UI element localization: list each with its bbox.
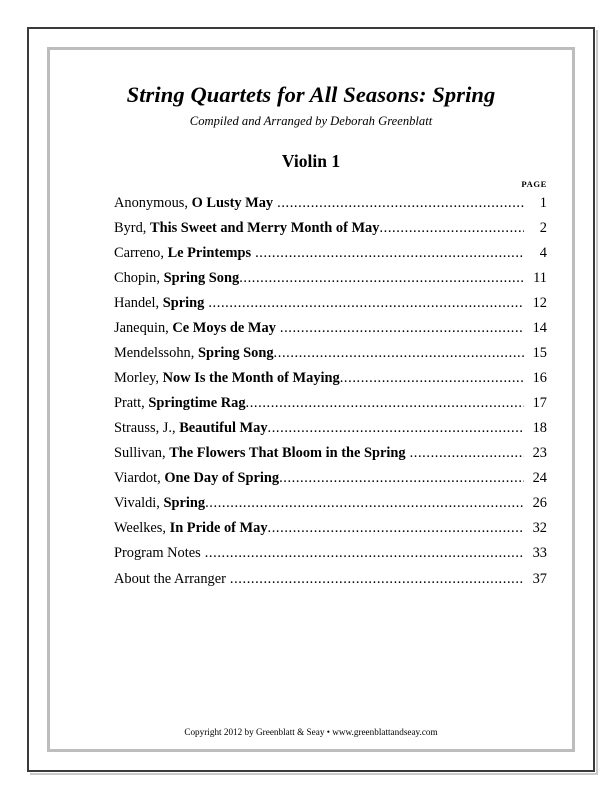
toc-entry-page-number: 1 [539,195,547,212]
toc-entry-label [114,246,251,262]
toc-leader-dots [255,248,524,262]
toc-entry-composer: Sullivan, [114,445,166,462]
toc-entry[interactable] [114,417,547,442]
toc-entry-work: In Pride of May [169,520,268,537]
toc-entry[interactable] [114,492,547,517]
toc-entry-label [114,546,201,562]
toc-entry[interactable] [114,317,547,342]
toc-entry-composer: Carreno, [114,245,164,262]
toc-entry-composer: Pratt, [114,395,145,412]
toc-leader-dots [274,348,524,362]
toc-entry-work: Ce Moys de May [172,320,276,337]
toc-entry[interactable] [114,567,547,592]
toc-entry[interactable] [114,342,547,367]
toc-entry-page-number: 14 [532,320,547,337]
toc-entry-label [114,221,379,237]
toc-entry-work: Beautiful May [179,420,268,437]
toc-entry-page-number: 33 [532,545,547,562]
toc-leader-dots [230,573,524,587]
toc-leader-dots [340,373,524,387]
toc-entry-work: Now Is the Month of Maying [162,370,340,387]
toc-entry-work: One Day of Spring [164,470,280,487]
toc-entry-composer: Anonymous, [114,195,188,212]
toc-entry-page-number: 15 [532,345,547,362]
toc-entry[interactable] [114,467,547,492]
toc-entry-label [114,471,279,487]
toc-entry-composer: Weelkes, [114,520,166,537]
toc-entry-page-number: 18 [532,420,547,437]
document-subtitle: Compiled and Arranged by Deborah Greenblatt [189,113,433,128]
toc-entry-composer: Handel, [114,295,160,312]
toc-entry-label [114,421,268,437]
toc-entry-composer: Mendelssohn, [114,345,195,362]
toc-entry-label [114,496,205,512]
toc-leader-dots [239,273,524,287]
toc-entry[interactable] [114,242,547,267]
toc-entry-work: Spring [162,295,205,312]
toc-leader-dots [279,473,524,487]
toc-entry-page-number: 11 [533,270,547,287]
page-content [47,47,575,752]
toc-entry-composer: Strauss, J., [114,420,176,437]
toc-entry-page-number: 16 [532,370,547,387]
toc-entry[interactable] [114,442,547,467]
toc-entry-label [114,321,276,337]
toc-leader-dots [268,423,524,437]
toc-entry-work: Spring Song [197,345,274,362]
toc-entry-label [114,196,273,212]
toc-leader-dots [410,448,524,462]
document-title: String Quartets for All Seasons: Spring [126,82,496,107]
toc-entry[interactable] [114,191,547,216]
toc-entry-label [114,572,226,588]
page-column-header: PAGE [521,178,547,189]
toc-entry-composer: About the Arranger [114,570,226,587]
toc-entry-work: Le Printemps [167,245,252,262]
toc-entry-page-number: 32 [532,520,547,537]
toc-entry-work: This Sweet and Merry Month of May [150,220,380,237]
toc-entry[interactable] [114,292,547,317]
toc-entry-page-number: 2 [539,220,547,237]
toc-leader-dots [208,298,524,312]
toc-entry-label [114,396,246,412]
toc-entry-label [114,346,274,362]
toc-entry-composer: Program Notes [114,545,201,562]
toc-list [114,191,547,592]
toc-entry-work: Springtime Rag [148,395,246,412]
toc-entry-page-number: 4 [539,245,547,262]
toc-entry-composer: Vivaldi, [114,495,160,512]
table-of-contents [47,180,575,592]
toc-leader-dots [379,223,524,237]
toc-entry-page-number: 37 [532,570,547,587]
toc-entry-work: O Lusty May [191,195,274,212]
footer-copyright: Copyright 2012 by Greenblatt & Seay • www.greenblattandseay.com [184,726,438,737]
toc-entry-page-number: 17 [532,395,547,412]
toc-entry-work: The Flowers That Bloom in the Spring [169,445,406,462]
toc-entry-composer: Chopin, [114,270,160,287]
toc-leader-dots [277,198,524,212]
toc-entry[interactable] [114,392,547,417]
toc-entry-label [114,521,268,537]
toc-entry-page-number: 24 [532,470,547,487]
toc-entry[interactable] [114,542,547,567]
toc-entry-page-number: 12 [532,295,547,312]
toc-entry-label [114,446,406,462]
toc-leader-dots [205,498,524,512]
toc-entry[interactable] [114,216,547,241]
toc-entry-composer: Viardot, [114,470,161,487]
toc-entry-page-number: 23 [532,445,547,462]
toc-leader-dots [205,548,524,562]
toc-entry-composer: Janequin, [114,320,169,337]
toc-entry-label [114,371,340,387]
toc-entry-composer: Morley, [114,370,160,387]
toc-entry-work: Spring [163,495,206,512]
toc-entry-label [114,296,204,312]
toc-entry-page-number: 26 [532,495,547,512]
toc-entry[interactable] [114,267,547,292]
toc-leader-dots [268,523,524,537]
toc-leader-dots [280,323,524,337]
toc-leader-dots [246,398,524,412]
toc-entry[interactable] [114,517,547,542]
toc-entry-composer: Byrd, [114,220,147,237]
toc-entry[interactable] [114,367,547,392]
toc-entry-label [114,271,239,287]
toc-entry-work: Spring Song [163,270,240,287]
part-title: Violin 1 [281,150,341,171]
